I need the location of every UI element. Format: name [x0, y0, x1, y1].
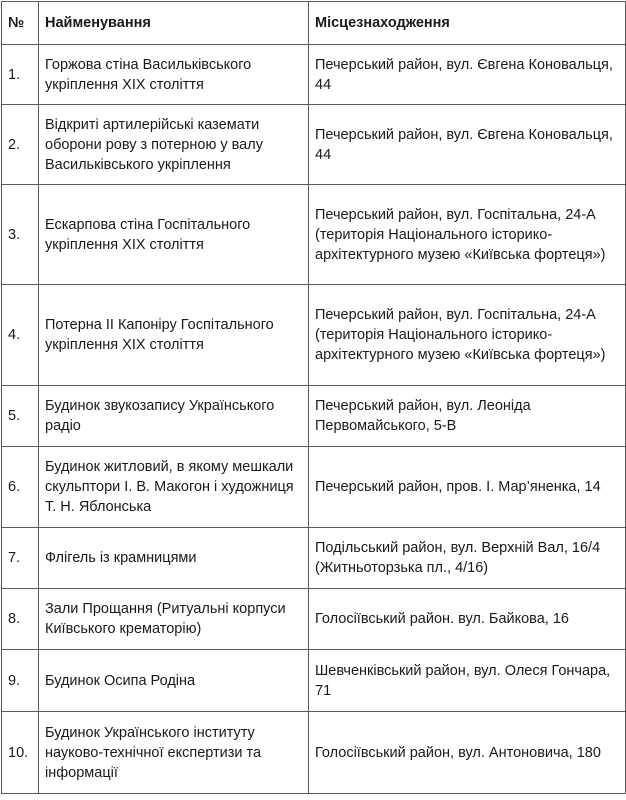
- row-number: 4.: [2, 285, 39, 386]
- table-row: [2, 45, 626, 105]
- row-number: 9.: [2, 650, 39, 712]
- row-number: 6.: [2, 447, 39, 528]
- table-row: [2, 712, 626, 794]
- row-location: Шевченківський район, вул. Олеся Гончара, 71: [309, 650, 626, 712]
- header-location: Місцезнаходження: [309, 2, 626, 45]
- table-row: [2, 650, 626, 712]
- table-row: [2, 386, 626, 447]
- row-location: Подільський район, вул. Верхній Вал, 16/4 (Житньоторзька пл., 4/16): [309, 528, 626, 589]
- row-name: Будинок Осипа Родіна: [39, 650, 309, 712]
- header-name: Найменування: [39, 2, 309, 45]
- row-number: 1.: [2, 45, 39, 105]
- row-location: Печерський район, вул. Госпітальна, 24-А (територія Національного історико-архітектурного музею «Київська фортеця»): [309, 285, 626, 386]
- row-name: Ескарпова стіна Госпітального укріплення XIX століття: [39, 185, 309, 285]
- header-number: №: [2, 2, 39, 45]
- row-name: Потерна ІІ Капоніру Госпітального укріплення XIX століття: [39, 285, 309, 386]
- row-name: Будинок житловий, в якому мешкали скульптори І. В. Макогон і художниця Т. Н. Яблонська: [39, 447, 309, 528]
- row-name: Відкриті артилерійські каземати оборони рову з потерною у валу Васильківського укріплення: [39, 105, 309, 185]
- row-location: Голосіївський район, вул. Антоновича, 180: [309, 712, 626, 794]
- row-location: Печерський район, вул. Євгена Коновальця, 44: [309, 45, 626, 105]
- row-name: Будинок звукозапису Українського радіо: [39, 386, 309, 447]
- row-location: Печерський район, вул. Євгена Коновальця, 44: [309, 105, 626, 185]
- row-number: 8.: [2, 589, 39, 650]
- row-number: 10.: [2, 712, 39, 794]
- table-row: [2, 285, 626, 386]
- monuments-table: [1, 1, 626, 794]
- row-name: Флігель із крамницями: [39, 528, 309, 589]
- row-location: Голосіївський район. вул. Байкова, 16: [309, 589, 626, 650]
- row-location: Печерський район, вул. Госпітальна, 24-А (територія Національного історико-архітектурного музею «Київська фортеця»): [309, 185, 626, 285]
- row-location: Печерський район, вул. Леоніда Первомайського, 5-В: [309, 386, 626, 447]
- row-name: Горжова стіна Васильківського укріплення XIX століття: [39, 45, 309, 105]
- table-row: [2, 105, 626, 185]
- row-number: 3.: [2, 185, 39, 285]
- table-row: [2, 447, 626, 528]
- table-row: [2, 528, 626, 589]
- row-number: 5.: [2, 386, 39, 447]
- table-row: [2, 589, 626, 650]
- table-header-row: [2, 2, 626, 45]
- table-row: [2, 185, 626, 285]
- row-number: 2.: [2, 105, 39, 185]
- row-number: 7.: [2, 528, 39, 589]
- row-name: Зали Прощання (Ритуальні корпуси Київського крематорію): [39, 589, 309, 650]
- row-name: Будинок Українського інституту науково-технічної експертизи та інформації: [39, 712, 309, 794]
- row-location: Печерський район, пров. І. Мар’яненка, 14: [309, 447, 626, 528]
